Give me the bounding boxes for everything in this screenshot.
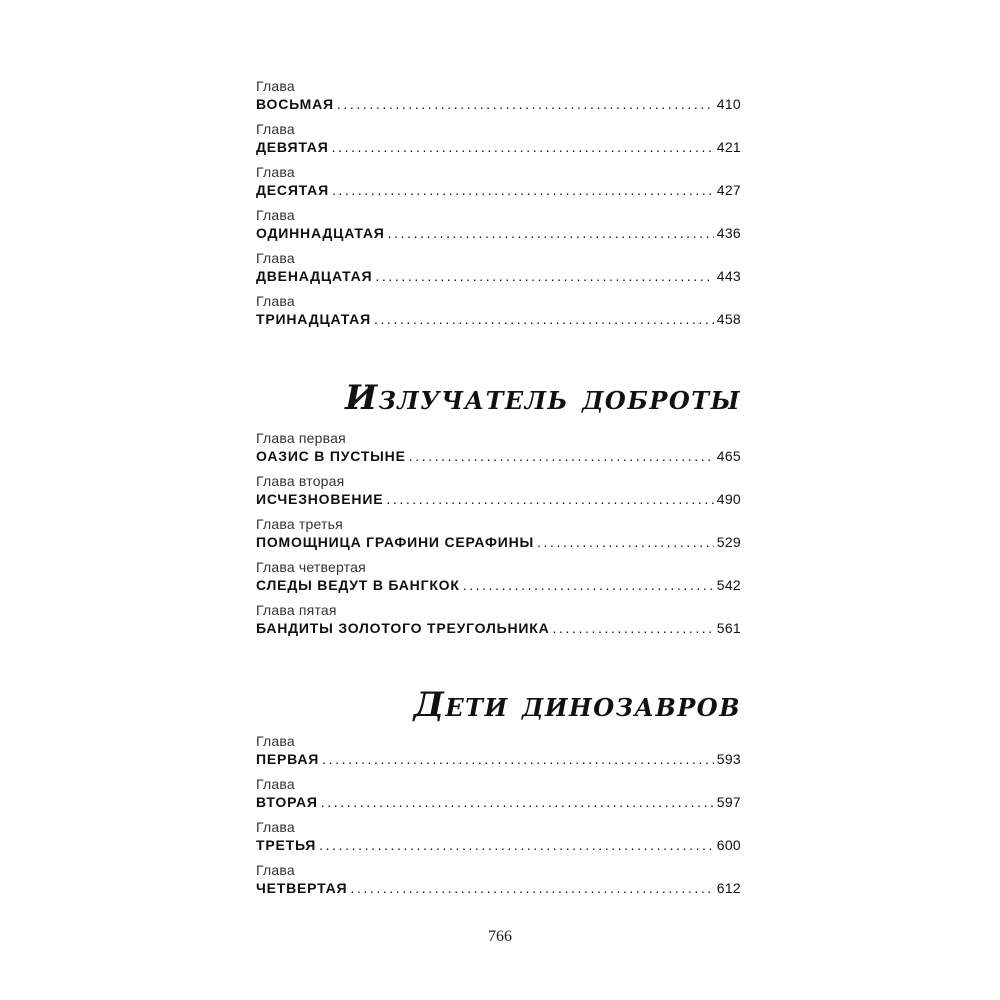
- chapter-row: [256, 224, 741, 250]
- chapter-label: Глава: [256, 293, 295, 309]
- dot-leader: [388, 224, 714, 242]
- chapter-title: ПЕРВАЯ: [256, 751, 320, 767]
- chapter-page-number: 443: [716, 268, 741, 284]
- toc-entry: [256, 776, 741, 819]
- dot-leader: [463, 576, 714, 594]
- dot-leader: [319, 836, 714, 854]
- toc-entry: [256, 473, 741, 516]
- chapter-row: [256, 793, 741, 819]
- chapter-title: ПОМОЩНИЦА ГРАФИНИ СЕРАФИНЫ: [256, 534, 534, 550]
- toc-entry: [256, 293, 741, 336]
- chapter-title: ОАЗИС В ПУСТЫНЕ: [256, 448, 406, 464]
- chapter-row: [256, 533, 741, 559]
- chapter-label: Глава: [256, 207, 295, 223]
- chapter-page-number: 465: [716, 448, 741, 464]
- section-title-deti: Дети динозавров: [413, 685, 741, 725]
- chapter-label: Глава: [256, 250, 295, 266]
- chapter-row: [256, 836, 741, 862]
- chapter-page-number: 490: [716, 491, 741, 507]
- chapter-page-number: 612: [716, 880, 741, 896]
- chapter-page-number: 542: [716, 577, 741, 593]
- chapter-label: Глава: [256, 78, 295, 94]
- dot-leader: [409, 447, 714, 465]
- chapter-title: ДЕСЯТАЯ: [256, 182, 329, 198]
- toc-entry: [256, 250, 741, 293]
- chapter-row: [256, 879, 741, 905]
- dot-leader: [553, 619, 714, 637]
- toc-entry: [256, 430, 741, 473]
- table-of-contents: [256, 78, 741, 905]
- chapter-page-number: 436: [716, 225, 741, 241]
- dot-leader: [337, 95, 714, 113]
- toc-group-izluchatel: [256, 430, 741, 645]
- chapter-title: ТРИНАДЦАТАЯ: [256, 311, 371, 327]
- chapter-label: Глава: [256, 121, 295, 137]
- chapter-title: СЛЕДЫ ВЕДУТ В БАНГКОК: [256, 577, 460, 593]
- chapter-page-number: 561: [716, 620, 741, 636]
- chapter-label: Глава вторая: [256, 473, 345, 489]
- chapter-page-number: 410: [716, 96, 741, 112]
- section-title-izluchatel: Излучатель доброты: [344, 378, 741, 418]
- dot-leader: [350, 879, 713, 897]
- chapter-row: [256, 310, 741, 336]
- chapter-page-number: 597: [716, 794, 741, 810]
- toc-group-deti: [256, 733, 741, 905]
- dot-leader: [537, 533, 714, 551]
- chapter-row: [256, 138, 741, 164]
- chapter-label: Глава: [256, 819, 295, 835]
- chapter-page-number: 421: [716, 139, 741, 155]
- chapter-row: [256, 181, 741, 207]
- chapter-row: [256, 447, 741, 473]
- chapter-page-number: 600: [716, 837, 741, 853]
- chapter-row: [256, 619, 741, 645]
- chapter-title: ЧЕТВЕРТАЯ: [256, 880, 348, 896]
- chapter-label: Глава первая: [256, 430, 346, 446]
- chapter-title: ВОСЬМАЯ: [256, 96, 334, 112]
- chapter-title: ОДИННАДЦАТАЯ: [256, 225, 385, 241]
- toc-entry: [256, 516, 741, 559]
- chapter-label: Глава: [256, 733, 295, 749]
- page-number: 766: [488, 928, 512, 945]
- dot-leader: [375, 267, 713, 285]
- chapter-page-number: 529: [716, 534, 741, 550]
- chapter-row: [256, 576, 741, 602]
- toc-entry: [256, 78, 741, 121]
- chapter-page-number: 458: [716, 311, 741, 327]
- chapter-row: [256, 750, 741, 776]
- chapter-page-number: 593: [716, 751, 741, 767]
- chapter-title: ДЕВЯТАЯ: [256, 139, 329, 155]
- chapter-title: ИСЧЕЗНОВЕНИЕ: [256, 491, 384, 507]
- toc-entry: [256, 207, 741, 250]
- dot-leader: [322, 750, 714, 768]
- dot-leader: [332, 138, 714, 156]
- chapter-title: БАНДИТЫ ЗОЛОТОГО ТРЕУГОЛЬНИКА: [256, 620, 550, 636]
- toc-entry: [256, 559, 741, 602]
- dot-leader: [332, 181, 714, 199]
- chapter-row: [256, 490, 741, 516]
- chapter-label: Глава: [256, 776, 295, 792]
- chapter-page-number: 427: [716, 182, 741, 198]
- toc-group-previous-book: [256, 78, 741, 336]
- toc-entry: [256, 733, 741, 776]
- dot-leader: [386, 490, 713, 508]
- dot-leader: [374, 310, 714, 328]
- chapter-label: Глава: [256, 862, 295, 878]
- chapter-label: Глава: [256, 164, 295, 180]
- toc-entry: [256, 862, 741, 905]
- toc-entry: [256, 164, 741, 207]
- chapter-title: ВТОРАЯ: [256, 794, 318, 810]
- toc-entry: [256, 602, 741, 645]
- chapter-title: ДВЕНАДЦАТАЯ: [256, 268, 373, 284]
- chapter-label: Глава пятая: [256, 602, 337, 618]
- chapter-row: [256, 95, 741, 121]
- dot-leader: [321, 793, 714, 811]
- chapter-label: Глава четвертая: [256, 559, 366, 575]
- chapter-row: [256, 267, 741, 293]
- chapter-title: ТРЕТЬЯ: [256, 837, 317, 853]
- toc-entry: [256, 121, 741, 164]
- chapter-label: Глава третья: [256, 516, 343, 532]
- toc-entry: [256, 819, 741, 862]
